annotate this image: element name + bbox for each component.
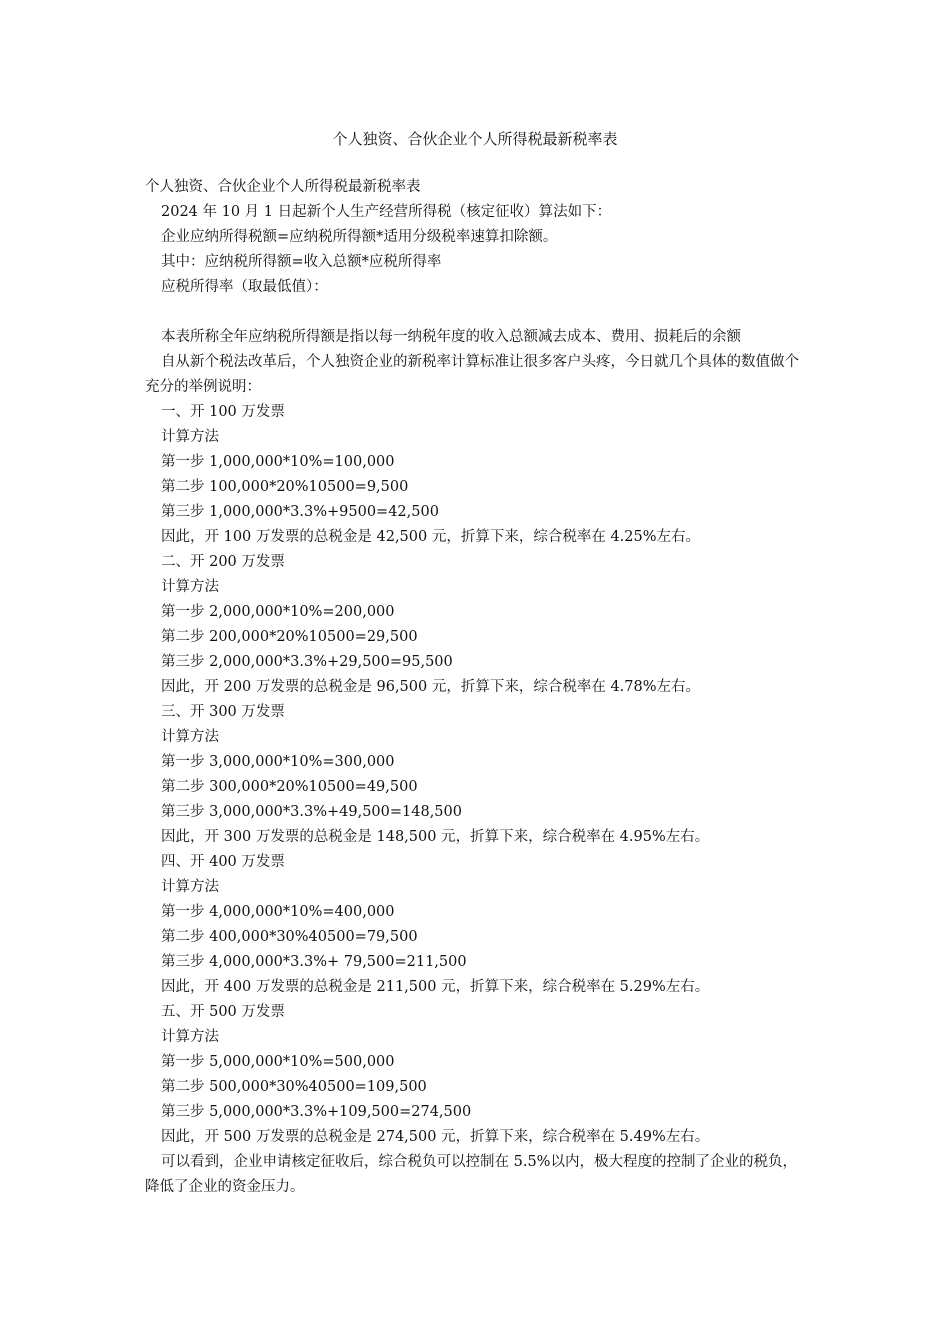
formula-definition: 其中：应纳税所得额=收入总额*应税所得率: [161, 254, 442, 270]
calc-method-label: 计算方法: [161, 1029, 219, 1045]
example-result: 因此，开 400 万发票的总税金是 211,500 元，折算下来，综合税率在 5.29%左右。: [161, 979, 710, 995]
formula-line: 企业应纳所得税额=应纳税所得额*适用分级税率速算扣除额。: [161, 229, 558, 245]
document-body: [145, 175, 810, 1200]
calc-method-label: 计算方法: [161, 879, 219, 895]
calc-step-3: 第三步 5,000,000*3.3%+109,500=274,500: [161, 1104, 472, 1120]
example-result: 因此，开 200 万发票的总税金是 96,500 元，折算下来，综合税率在 4.78%左右。: [161, 679, 701, 695]
calc-step-2: 第二步 300,000*20%10500=49,500: [161, 779, 418, 795]
calc-step-2: 第二步 400,000*30%40500=79,500: [161, 929, 418, 945]
calc-method-label: 计算方法: [161, 729, 219, 745]
calc-step-2: 第二步 500,000*30%40500=109,500: [161, 1079, 427, 1095]
calc-method-label: 计算方法: [161, 579, 219, 595]
example-heading: 二、开 200 万发票: [161, 554, 285, 570]
calc-step-1: 第一步 3,000,000*10%=300,000: [161, 754, 395, 770]
example-result: 因此，开 300 万发票的总税金是 148,500 元，折算下来，综合税率在 4.95%左右。: [161, 829, 710, 845]
section-heading: 个人独资、合伙企业个人所得税最新税率表: [145, 179, 421, 195]
calc-step-3: 第三步 2,000,000*3.3%+29,500=95,500: [161, 654, 453, 670]
example-result: 因此，开 100 万发票的总税金是 42,500 元，折算下来，综合税率在 4.25%左右。: [161, 529, 701, 545]
example-result: 因此，开 500 万发票的总税金是 274,500 元，折算下来，综合税率在 5.49%左右。: [161, 1129, 710, 1145]
table-note: 本表所称全年应纳税所得额是指以每一纳税年度的收入总额减去成本、费用、损耗后的余额: [161, 329, 741, 345]
rate-note: 应税所得率（取最低值）：: [161, 279, 328, 295]
conclusion-paragraph: 可以看到，企业申请核定征收后，综合税负可以控制在 5.5%以内，极大程度的控制了企业的税负，降低了企业的资金压力。: [145, 1154, 797, 1195]
blank-spacer: [145, 300, 810, 325]
example-heading: 四、开 400 万发票: [161, 854, 285, 870]
calc-step-1: 第一步 5,000,000*10%=500,000: [161, 1054, 395, 1070]
calc-step-3: 第三步 4,000,000*3.3%+ 79,500=211,500: [161, 954, 467, 970]
calc-step-3: 第三步 1,000,000*3.3%+9500=42,500: [161, 504, 439, 520]
document-title: 个人独资、合伙企业个人所得税最新税率表: [332, 130, 618, 148]
explanation-paragraph: 自从新个税法改革后，个人独资企业的新税率计算标准让很多客户头疼，今日就几个具体的数值做个充分的举例说明：: [145, 354, 799, 395]
example-heading: 三、开 300 万发票: [161, 704, 285, 720]
calc-step-1: 第一步 1,000,000*10%=100,000: [161, 454, 395, 470]
calc-step-2: 第二步 100,000*20%10500=9,500: [161, 479, 409, 495]
intro-line: 2024 年 10 月 1 日起新个人生产经营所得税（核定征收）算法如下：: [161, 204, 612, 220]
calc-step-1: 第一步 4,000,000*10%=400,000: [161, 904, 395, 920]
example-heading: 五、开 500 万发票: [161, 1004, 285, 1020]
calc-step-1: 第一步 2,000,000*10%=200,000: [161, 604, 395, 620]
calc-step-2: 第二步 200,000*20%10500=29,500: [161, 629, 418, 645]
example-heading: 一、开 100 万发票: [161, 404, 285, 420]
calc-step-3: 第三步 3,000,000*3.3%+49,500=148,500: [161, 804, 462, 820]
calc-method-label: 计算方法: [161, 429, 219, 445]
